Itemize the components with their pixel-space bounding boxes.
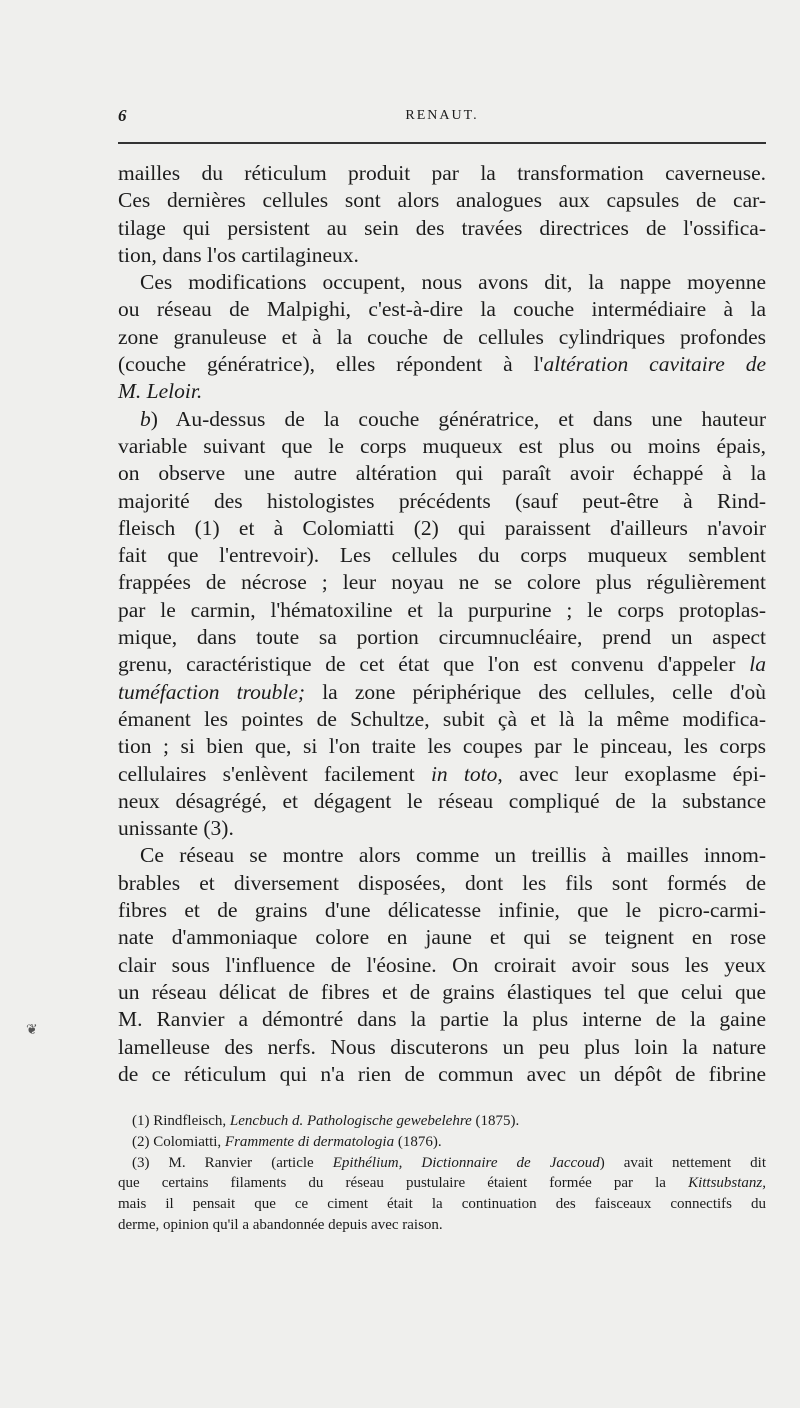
italic-run: tuméfaction trouble;: [118, 679, 306, 704]
footnotes: [118, 1111, 766, 1236]
page-number: 6: [118, 106, 127, 125]
text-run: (couche génératrice), elles répondent à l': [118, 352, 544, 377]
text-line: mailles du réticulum produit par la transformation caverneuse.: [118, 161, 766, 185]
italic-run: Epithélium, Dictionnaire de Jaccoud: [332, 1154, 600, 1171]
text-run: (1) Rindfleisch,: [132, 1113, 230, 1129]
italic-run: altération cavitaire de: [543, 352, 766, 377]
text-run: , avec leur exoplasme épi-: [497, 761, 767, 786]
italic-run: Frammente di dermatologia: [224, 1133, 395, 1150]
header-rule: [118, 142, 766, 144]
text-run: ) avait nettement dit: [599, 1154, 767, 1171]
text-line: tilage qui persistent au sein des travées directrices de l'ossifica-: [118, 215, 766, 240]
italic-run: M. Leloir.: [118, 379, 203, 404]
text-line: Ces dernières cellules sont alors analogues aux capsules de car-: [118, 188, 766, 213]
text-line: neux désagrégé, et dégagent le réseau compliqué de la substance: [118, 788, 766, 813]
text-line: mique, dans toute sa portion circumnucléaire, prend un aspect: [118, 625, 766, 650]
text-line: lamelleuse des nerfs. Nous discuterons un peu plus loin la nature: [118, 1034, 766, 1059]
text-line: unissante (3).: [118, 816, 234, 841]
text-line: [118, 351, 766, 378]
footnote-3-line: [118, 1173, 766, 1194]
text-run: (1875).: [471, 1113, 520, 1129]
italic-run: la: [749, 652, 766, 677]
margin-ornament: ❦: [26, 1023, 38, 1038]
text-line: nate d'ammoniaque colore en jaune et qui se teignent en rose: [118, 925, 766, 950]
text-line: tion, dans l'os cartilagineux.: [118, 242, 359, 267]
text-run: ) Au-dessus de la couche génératrice, et dans une hauteur: [150, 406, 766, 431]
text-line: de ce réticulum qui n'a rien de commun avec un dépôt de fibrine: [118, 1061, 766, 1086]
text-line: [118, 761, 766, 788]
italic-run: Kittsubstanz,: [688, 1175, 766, 1192]
text-line: fibres et de grains d'une délicatesse infinie, que le picro-carmi-: [118, 898, 766, 923]
text-line: frappées de nécrose ; leur noyau ne se colore plus régulièrement: [118, 570, 766, 595]
text-line: on observe une autre altération qui paraît avoir échappé à la: [118, 461, 766, 486]
text-line: ou réseau de Malpighi, c'est-à-dire la couche intermédiaire à la: [118, 297, 766, 322]
text-line: par le carmin, l'hématoxiline et la purpurine ; le corps protoplas-: [118, 597, 766, 622]
text-run: grenu, caractéristique de cet état que l'on est convenu d'appeler: [118, 652, 750, 677]
text-line: clair sous l'influence de l'éosine. On croirait avoir sous les yeux: [118, 952, 766, 977]
footnote-2: [118, 1132, 766, 1153]
page-header: [118, 106, 766, 134]
text-line: [118, 651, 766, 678]
text-run: (3) M. Ranvier (article: [132, 1154, 333, 1171]
text-line: tion ; si bien que, si l'on traite les coupes par le pinceau, les corps: [118, 734, 766, 759]
footnote-1: [118, 1111, 766, 1132]
text-run: (2) Colomiatti,: [132, 1133, 225, 1150]
text-line: majorité des histologistes précédents (sauf peut-être à Rind-: [118, 488, 766, 513]
text-line: brables et diversement disposées, dont les fils sont formés de: [118, 870, 766, 895]
italic-run: in toto: [430, 761, 498, 786]
text-run: cellulaires s'enlèvent facilement: [118, 761, 431, 786]
text-line: variable suivant que le corps muqueux est plus ou moins épais,: [118, 433, 766, 458]
text-line: Ces modifications occupent, nous avons dit, la nappe moyenne: [140, 270, 766, 295]
footnote-3-line: derme, opinion qu'il a abandonnée depuis avec raison.: [118, 1216, 443, 1233]
text-run: (1876).: [394, 1133, 442, 1150]
text-line: émanent les pointes de Schultze, subit çà et là la même modifica-: [118, 706, 766, 731]
body-text: [118, 160, 766, 1088]
text-line: Ce réseau se montre alors comme un treillis à mailles innom-: [140, 843, 766, 868]
text-line: fleisch (1) et à Colomiatti (2) qui paraissent d'ailleurs n'avoir: [118, 515, 766, 540]
text-run: la zone périphérique des cellules, celle d'où: [305, 679, 766, 704]
text-line: [118, 406, 766, 433]
footnote-3-line: mais il pensait que ce ciment était la continuation des faisceaux connectifs du: [118, 1196, 766, 1213]
text-run: que certains filaments du réseau pustulaire étaient formée par la: [118, 1175, 689, 1192]
italic-run: b: [140, 406, 151, 431]
text-line: zone granuleuse et à la couche de cellules cylindriques profondes: [118, 324, 766, 349]
footnote-3: [118, 1153, 766, 1174]
text-line: M. Ranvier a démontré dans la partie la plus interne de la gaine: [118, 1007, 766, 1032]
italic-run: Lencbuch d. Pathologische gewebelehre: [229, 1113, 472, 1129]
text-line: [118, 679, 766, 706]
text-line: fait que l'entrevoir). Les cellules du corps muqueux semblent: [118, 543, 766, 568]
text-line: un réseau délicat de fibres et de grains élastiques tel que celui que: [118, 979, 766, 1004]
running-head: RENAUT.: [405, 108, 479, 123]
text-line: [118, 378, 766, 405]
